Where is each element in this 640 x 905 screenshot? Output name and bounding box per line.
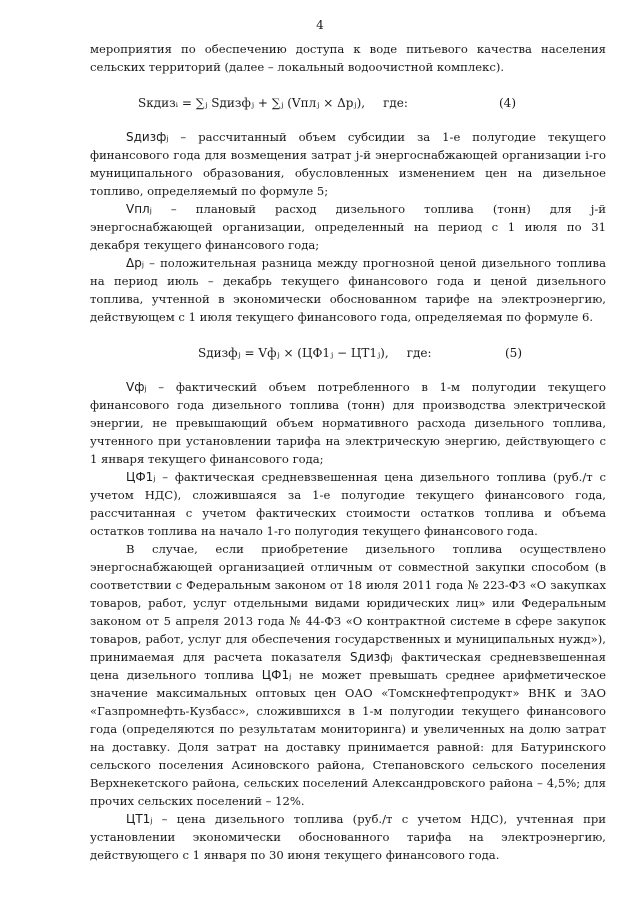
- formula-5-expression: Sдизфⱼ = Vфⱼ × (ЦФ1ⱼ − ЦТ1ⱼ), где:: [198, 346, 432, 360]
- paragraph-intro: мероприятия по обеспечению доступа к воде питьевого качества населения сельских территорий (далее – локальный водоочистной комплекс).: [90, 42, 606, 74]
- symbol-v-f: Vфⱼ: [126, 380, 147, 394]
- definition-ct1: ЦТ1ⱼ – цена дизельного топлива (руб./т с учетом НДС), учтенная при установлении экономически обоснованного тарифа на электроэнергию, действующего с 1 января по 30 июня текущего финансового года.: [90, 812, 606, 862]
- definition-s-dizf: Sдизфⱼ – рассчитанный объем субсидии за 1-е полугодие текущего финансового года для возмещения затрат j-й энергоснабжающей организации i-го муниципального образования, обусловленных изменением цен на дизельное топливо, определяемый по формуле 5;: [90, 130, 606, 198]
- formula-4-where: где:: [383, 96, 408, 110]
- symbol-s-dizf: Sдизфⱼ: [126, 130, 169, 144]
- formula-4-number: (4): [499, 96, 516, 110]
- definition-v-pl: Vплⱼ – плановый расход дизельного топлива (тонн) для j-й энергоснабжающей организации, определенный на период с 1 июля по 31 декабря текущего финансового года;: [90, 202, 606, 252]
- symbol-cf1: ЦФ1ⱼ: [126, 470, 156, 484]
- symbol-ct1: ЦТ1ⱼ: [126, 812, 153, 826]
- definition-v-f: Vфⱼ – фактический объем потребленного в 1-м полугодии текущего финансового года дизельного топлива (тонн) для производства электрической энергии, не превышающий объем нормативного расхода дизельного топлива, учтенного при установлении тарифа на электрическую энергию, действующего с 1 января текущего финансового года;: [90, 380, 606, 466]
- page-number: 4: [316, 18, 324, 32]
- paragraph-procurement: В случае, если приобретение дизельного топлива осуществлено энергоснабжающей организацией отличным от совместной закупки способом (в соответствии с Федеральным законом от 18 июля 2011 года № 223-ФЗ «О закупках товаров, работ, услуг отдельными видами юридических лиц» или Федеральным законом от 5 апреля 2013 года № 44-ФЗ «О контрактной системе в сфере закупок товаров, работ, услуг для обеспечения государственных и муниципальных нужд»), принимаемая для расчета показателя Sдизфⱼ фактическая средневзвешенная цена дизельного топлива ЦФ1ⱼ не может превышать среднее арифметическое значение максимальных оптовых цен ОАО «Томскнефтепродукт» ВНК и ЗАО «Газпромнефть-Кузбасс», сложившихся в 1-м полугодии текущего финансового года (определяются по результатам мониторинга) и увеличенных на долю затрат на доставку. Доля затрат на доставку принимается равной: для Батуринского сельского поселения Асиновского района, Степановского сельского поселения Верхнекетского района, сельских поселений Александровского района – 4,5%; для прочих сельских поселений – 12%.: [90, 542, 607, 808]
- symbol-delta-p: Δpⱼ: [126, 256, 144, 270]
- symbol-v-pl: Vплⱼ: [126, 202, 152, 216]
- definition-delta-p: Δpⱼ – положительная разница между прогнозной ценой дизельного топлива на период июль – декабрь текущего финансового года и ценой дизельного топлива, учтенной в экономически обоснованном тарифе на электроэнергию, действующем с 1 июля текущего финансового года, определяемая по формуле 6.: [90, 256, 606, 324]
- formula-5: [90, 336, 606, 370]
- symbol-cf1-inline: ЦФ1ⱼ: [261, 668, 292, 682]
- formula-5-number: (5): [505, 346, 522, 360]
- formula-5-where: где:: [406, 346, 432, 360]
- formula-4: [90, 86, 606, 120]
- document-body: [90, 40, 606, 864]
- formula-4-expression: Sкдизᵢ = ∑ⱼ Sдизфⱼ + ∑ⱼ (Vплⱼ × Δpⱼ), где:: [138, 96, 408, 110]
- definition-cf1: ЦФ1ⱼ – фактическая средневзвешенная цена дизельного топлива (руб./т с учетом НДС), сложившаяся за 1-е полугодие текущего финансового года, рассчитанная с учетом фактических стоимости остатков топлива и объема остатков топлива на начало 1-го полугодия текущего финансового года.: [90, 470, 606, 538]
- symbol-s-dizf-inline: Sдизфⱼ: [350, 650, 393, 664]
